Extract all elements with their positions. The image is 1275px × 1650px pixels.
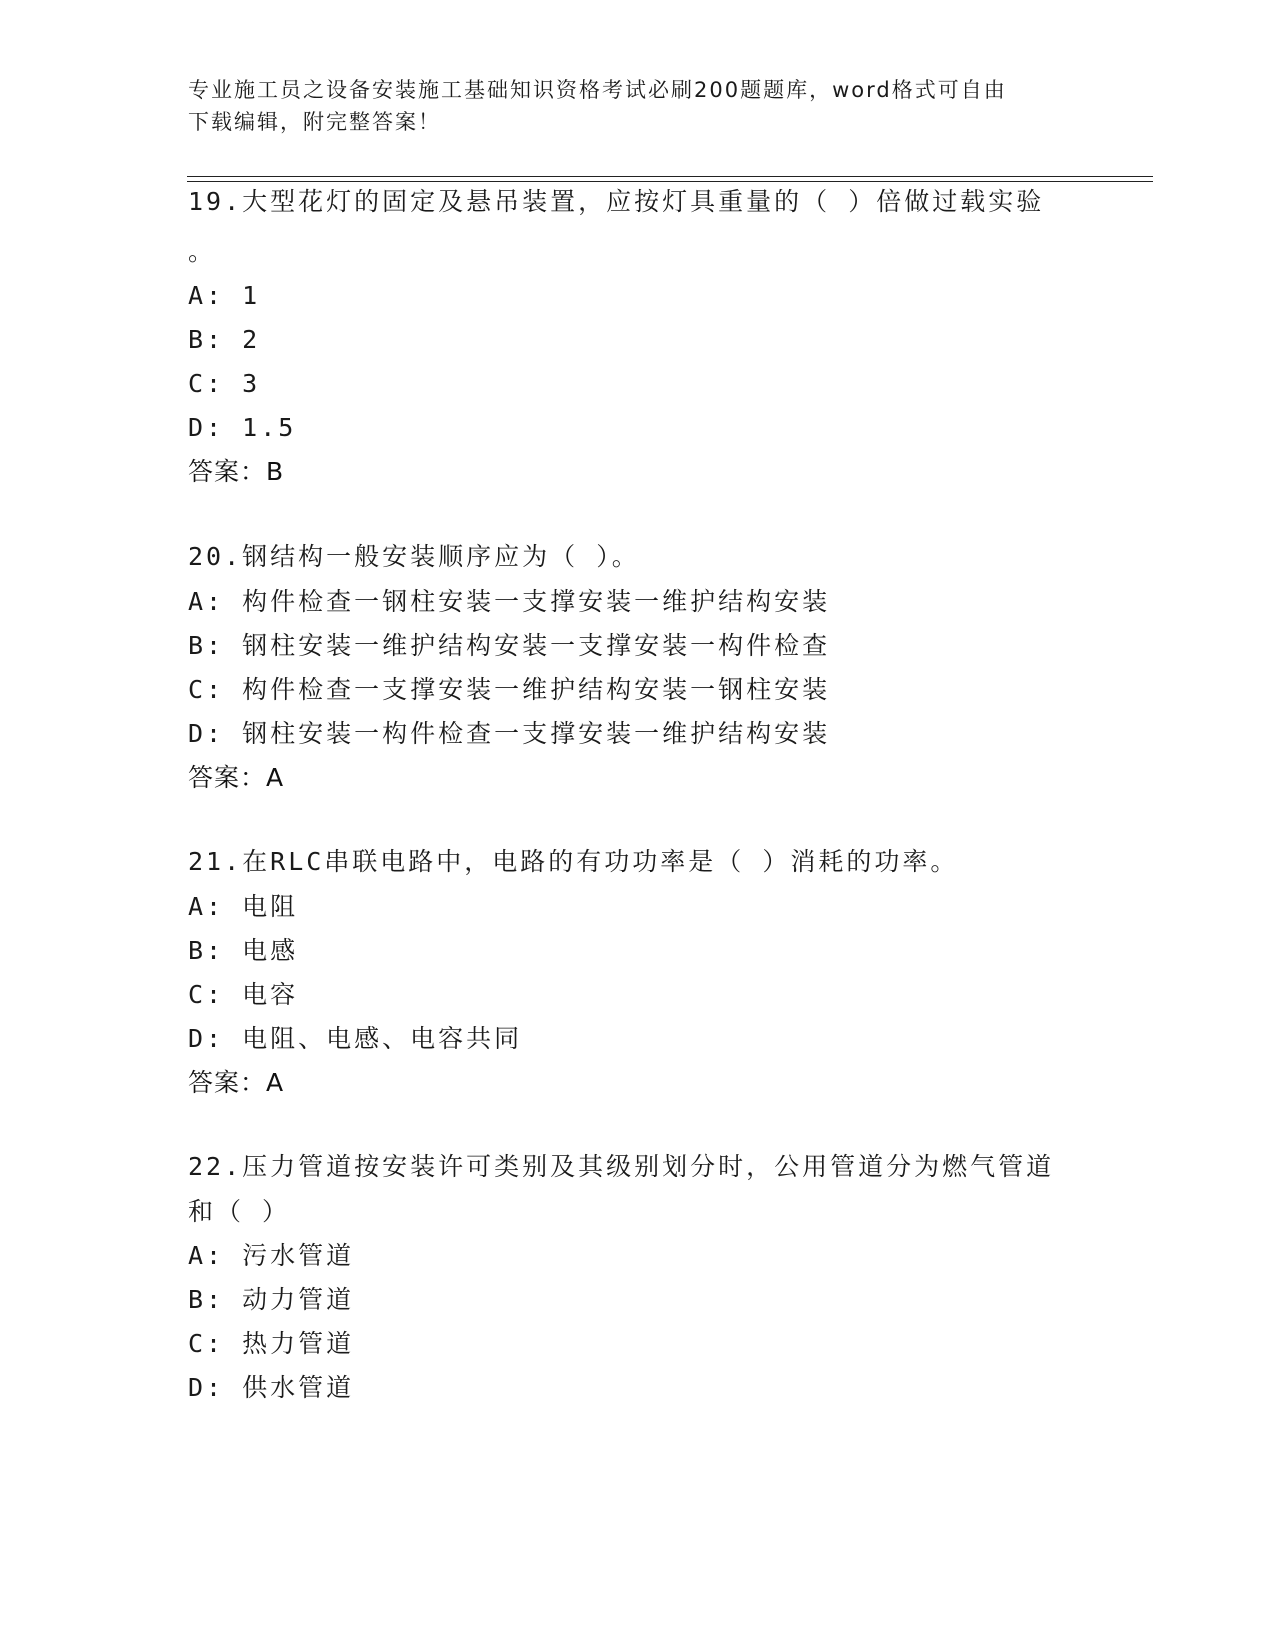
question-22-option-a: A: 污水管道 [188,1241,355,1270]
question-21-option-a: A: 电阻 [188,892,299,921]
question-20-option-c: C: 构件检查一支撑安装一维护结构安装一钢柱安装 [188,675,831,704]
question-19-option-a: A: 1 [188,281,261,310]
question-20-option-a: A: 构件检查一钢柱安装一支撑安装一维护结构安装 [188,587,831,616]
question-19-option-b: B: 2 [188,325,261,354]
question-19-stem: 19.大型花灯的固定及悬吊装置，应按灯具重量的（ ）倍做过载实验 [188,187,1045,216]
question-22-option-d: D: 供水管道 [188,1373,355,1402]
question-21-option-d: D: 电阻、电感、电容共同 [188,1024,523,1053]
header-line-1: 专业施工员之设备安装施工基础知识资格考试必刷200题题库，word格式可自由 [188,78,1007,102]
question-21-answer: 答案：A [188,1068,285,1097]
question-22-stem: 22.压力管道按安装许可类别及其级别划分时，公用管道分为燃气管道 [188,1152,1055,1181]
question-22-option-c: C: 热力管道 [188,1329,355,1358]
question-21-option-b: B: 电感 [188,936,299,965]
question-21-stem: 21.在RLC串联电路中，电路的有功功率是（ ）消耗的功率。 [188,847,959,876]
question-19-answer: 答案：B [188,457,285,486]
question-19-option-d: D: 1.5 [188,413,297,442]
question-22-option-b: B: 动力管道 [188,1285,355,1314]
header-line-2: 下载编辑，附完整答案！ [188,110,441,134]
question-19-stem-cont: 。 [188,237,217,266]
header-divider-bottom [187,181,1153,182]
question-21-option-c: C: 电容 [188,980,299,1009]
document-header [188,74,1088,138]
question-20-stem: 20.钢结构一般安装顺序应为（ ）。 [188,542,640,571]
question-19-option-c: C: 3 [188,369,261,398]
question-20-option-b: B: 钢柱安装一维护结构安装一支撑安装一构件检查 [188,631,831,660]
question-20-option-d: D: 钢柱安装一构件检查一支撑安装一维护结构安装 [188,719,831,748]
question-20-answer: 答案：A [188,763,285,792]
header-divider-top [187,176,1153,177]
question-22-stem-cont: 和（ ） [188,1197,291,1226]
